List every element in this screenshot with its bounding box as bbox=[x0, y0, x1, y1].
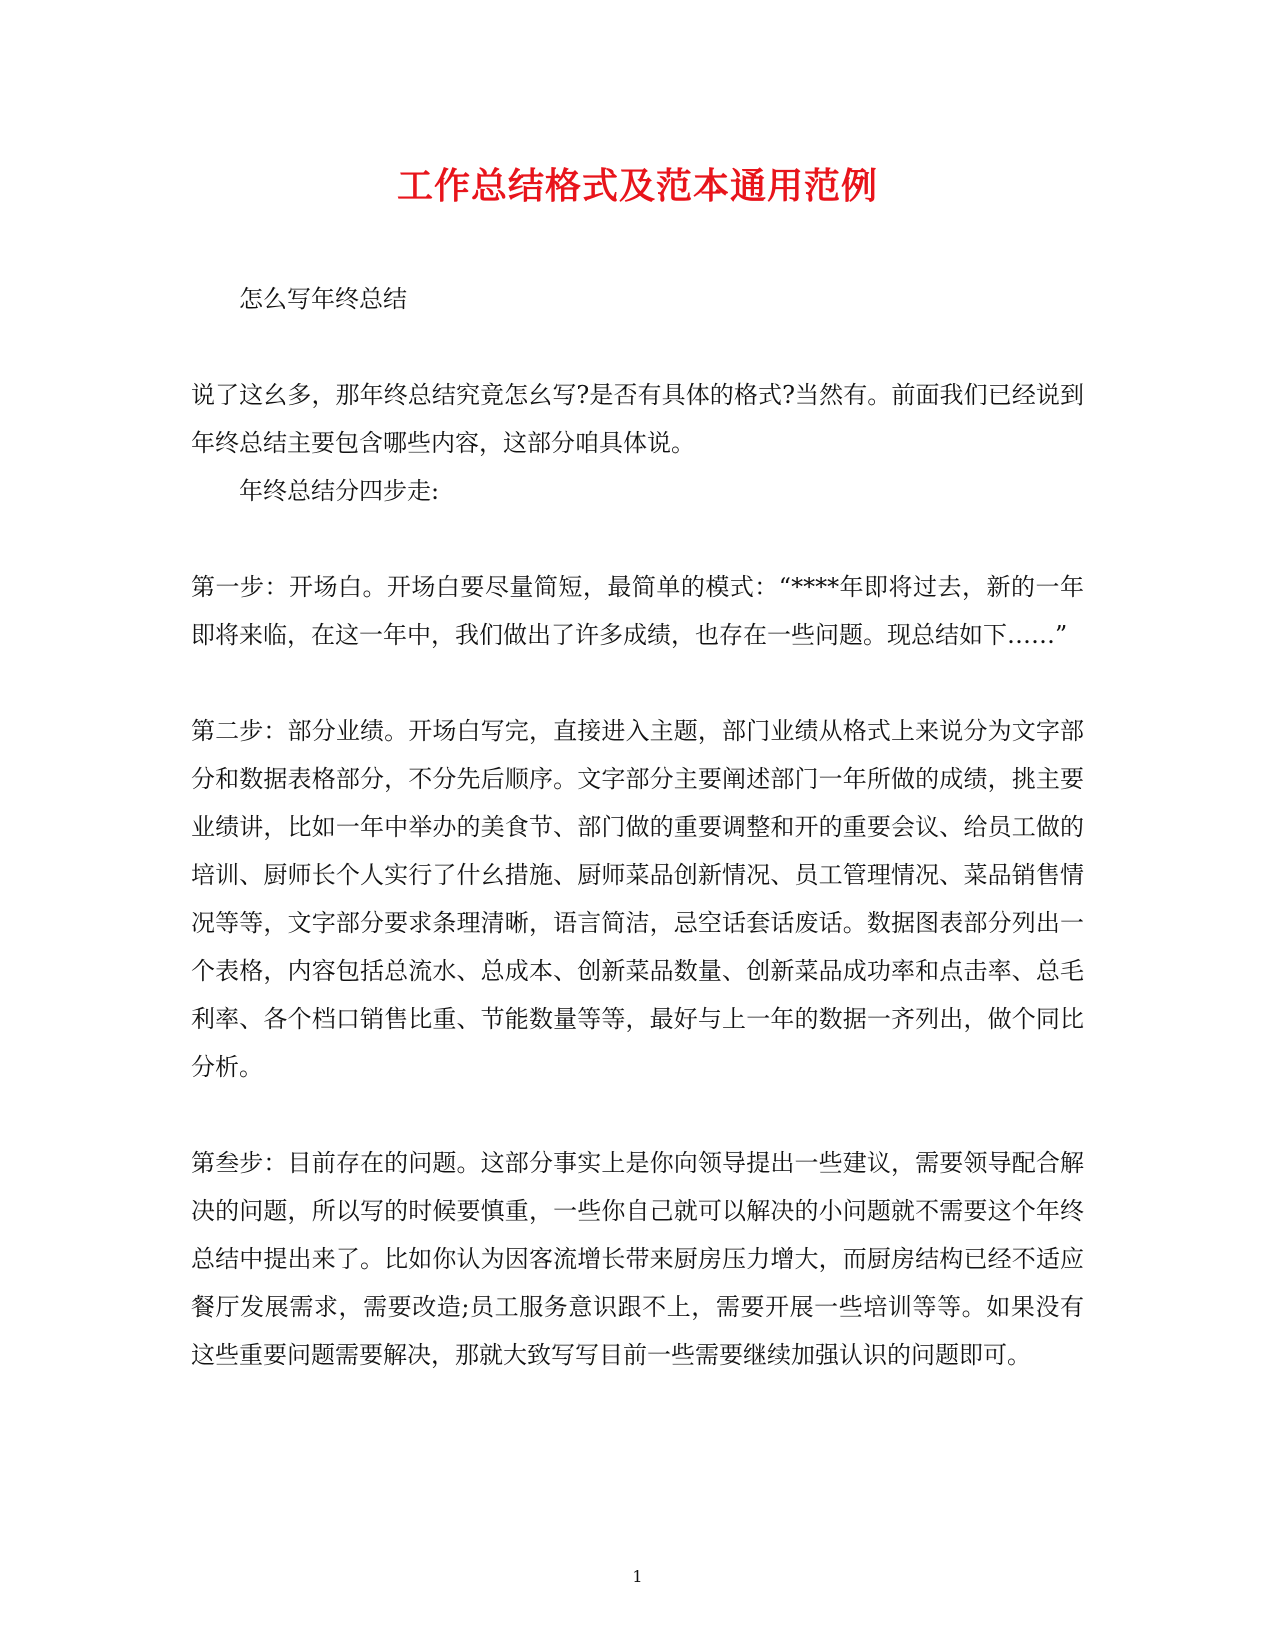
paragraph-spacer bbox=[191, 1091, 1084, 1139]
paragraph-heading: 怎么写年终总结 bbox=[239, 285, 407, 313]
paragraph-spacer bbox=[191, 659, 1084, 707]
paragraph-step-three: 第叁步：目前存在的问题。这部分事实上是你向领导提出一些建议，需要领导配合解决的问题，所以写的时候要慎重，一些你自己就可以解决的小问题就不需要这个年终总结中提出来了。比如你认为因客流增长带来厨房压力增大，而厨房结构已经不适应餐厅发展需求，需要改造;员工服务意识跟不上，需要开展一些培训等等。如果没有这些重要问题需要解决，那就大致写写目前一些需要继续加强认识的问题即可。 bbox=[191, 1149, 1084, 1369]
paragraph-four-steps: 年终总结分四步走: bbox=[239, 477, 440, 505]
paragraph-spacer bbox=[191, 515, 1084, 563]
document-title: 工作总结格式及范本通用范例 bbox=[396, 165, 878, 207]
paragraph-step-two: 第二步：部分业绩。开场白写完，直接进入主题，部门业绩从格式上来说分为文字部分和数据表格部分，不分先后顺序。文字部分主要阐述部门一年所做的成绩，挑主要业绩讲，比如一年中举办的美食节、部门做的重要调整和开的重要会议、给员工做的培训、厨师长个人实行了什幺措施、厨师菜品创新情况、员工管理情况、菜品销售情况等等，文字部分要求条理清晰，语言简洁，忌空话套话废话。数据图表部分列出一个表格，内容包括总流水、总成本、创新菜品数量、创新菜品成功率和点击率、总毛利率、各个档口销售比重、节能数量等等，最好与上一年的数据一齐列出，做个同比分析。 bbox=[191, 717, 1084, 1081]
paragraph-spacer bbox=[191, 323, 1084, 371]
paragraph-intro: 说了这幺多，那年终总结究竟怎幺写?是否有具体的格式?当然有。前面我们已经说到年终总结主要包含哪些内容，这部分咱具体说。 bbox=[191, 381, 1084, 457]
paragraph-step-one: 第一步：开场白。开场白要尽量简短，最简单的模式：“****年即将过去，新的一年即将来临，在这一年中，我们做出了许多成绩，也存在一些问题。现总结如下……” bbox=[191, 573, 1084, 649]
page-number: 1 bbox=[632, 1567, 643, 1586]
document-body bbox=[191, 275, 1084, 1379]
